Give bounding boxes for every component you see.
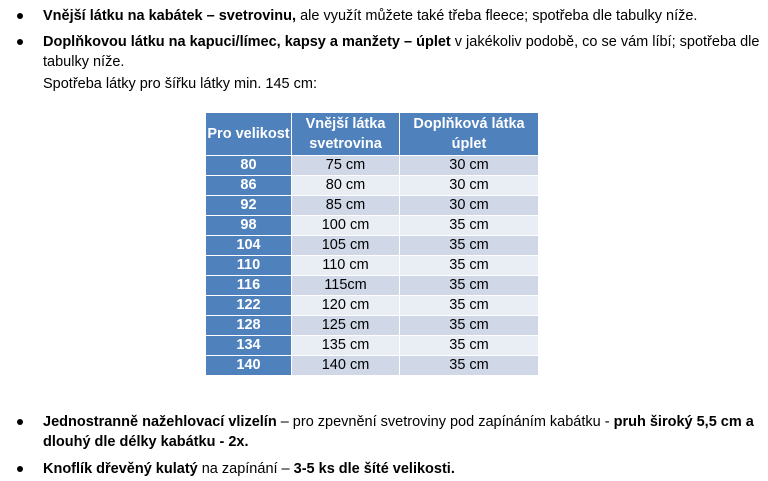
size-cell: 104	[206, 236, 292, 256]
table-row	[206, 236, 539, 256]
bullet-bold: Jednostranně nažehlovací vlizelín	[43, 414, 277, 430]
outer-fabric-cell: 110 cm	[292, 256, 400, 276]
table-row	[206, 196, 539, 216]
bullet-bold: pruh široký 5,5 cm a dlouhý dle délky kabátku - 2x.	[43, 414, 754, 450]
table-row	[206, 156, 539, 176]
table-row	[206, 336, 539, 356]
header-accessory-fabric: Doplňková látka úplet	[400, 113, 539, 156]
accessory-fabric-cell: 35 cm	[400, 296, 539, 316]
size-cell: 86	[206, 176, 292, 196]
bullet-dot	[17, 466, 23, 472]
table-row	[206, 176, 539, 196]
size-cell: 134	[206, 336, 292, 356]
bullet-bold: 3-5 ks dle šíté velikosti.	[293, 461, 455, 477]
size-cell: 98	[206, 216, 292, 236]
accessory-fabric-cell: 35 cm	[400, 276, 539, 296]
outer-fabric-cell: 85 cm	[292, 196, 400, 216]
header-size: Pro velikost	[206, 113, 292, 156]
size-cell: 122	[206, 296, 292, 316]
bullet-text	[43, 6, 762, 26]
outer-fabric-cell: 75 cm	[292, 156, 400, 176]
bullet-rest: ale využít můžete také třeba fleece; spotřeba dle tabulky níže.	[296, 8, 698, 24]
outer-fabric-cell: 125 cm	[292, 316, 400, 336]
accessory-fabric-cell: 35 cm	[400, 336, 539, 356]
header-outer-fabric: Vnější látka svetrovina	[292, 113, 400, 156]
bullet-rest: v jakékoliv podobě, co se vám líbí; spotřeba dle tabulky níže.	[43, 34, 760, 70]
outer-fabric-cell: 115cm	[292, 276, 400, 296]
outer-fabric-cell: 135 cm	[292, 336, 400, 356]
bullet-rest: na zapínání –	[197, 461, 294, 477]
size-cell: 140	[206, 356, 292, 376]
table-row	[206, 356, 539, 376]
table-row	[206, 316, 539, 336]
table-row	[206, 276, 539, 296]
accessory-fabric-cell: 35 cm	[400, 256, 539, 276]
fabric-consumption-table	[205, 112, 539, 376]
accessory-fabric-cell: 35 cm	[400, 316, 539, 336]
outer-fabric-cell: 100 cm	[292, 216, 400, 236]
outer-fabric-cell: 120 cm	[292, 296, 400, 316]
bullet-text	[43, 32, 762, 72]
accessory-fabric-cell: 30 cm	[400, 196, 539, 216]
size-cell: 80	[206, 156, 292, 176]
bullet-bold: Knoflík dřevěný kulatý	[43, 461, 198, 477]
table-row	[206, 216, 539, 236]
bullet-bold: Vnější látku na kabátek – svetrovinu,	[43, 8, 297, 24]
accessory-fabric-cell: 35 cm	[400, 216, 539, 236]
outer-fabric-cell: 80 cm	[292, 176, 400, 196]
size-cell: 110	[206, 256, 292, 276]
bullet-rest: – pro zpevnění svetroviny pod zapínáním kabátku -	[276, 414, 614, 430]
size-cell: 128	[206, 316, 292, 336]
bullet-bold: Doplňkovou látku na kapuci/límec, kapsy a manžety – úplet	[43, 34, 451, 50]
size-cell: 116	[206, 276, 292, 296]
table-header-row	[206, 113, 539, 156]
accessory-fabric-cell: 30 cm	[400, 176, 539, 196]
table-row	[206, 256, 539, 276]
accessory-fabric-cell: 35 cm	[400, 356, 539, 376]
accessory-fabric-cell: 30 cm	[400, 156, 539, 176]
bullet-dot	[17, 39, 23, 45]
accessory-fabric-cell: 35 cm	[400, 236, 539, 256]
outer-fabric-cell: 105 cm	[292, 236, 400, 256]
bullet-text	[43, 459, 762, 479]
table-row	[206, 296, 539, 316]
fabric-consumption-intro: Spotřeba látky pro šířku látky min. 145 cm:	[43, 76, 317, 92]
outer-fabric-cell: 140 cm	[292, 356, 400, 376]
bullet-dot	[17, 419, 23, 425]
bullet-text	[43, 412, 762, 452]
bullet-dot	[17, 13, 23, 19]
size-cell: 92	[206, 196, 292, 216]
